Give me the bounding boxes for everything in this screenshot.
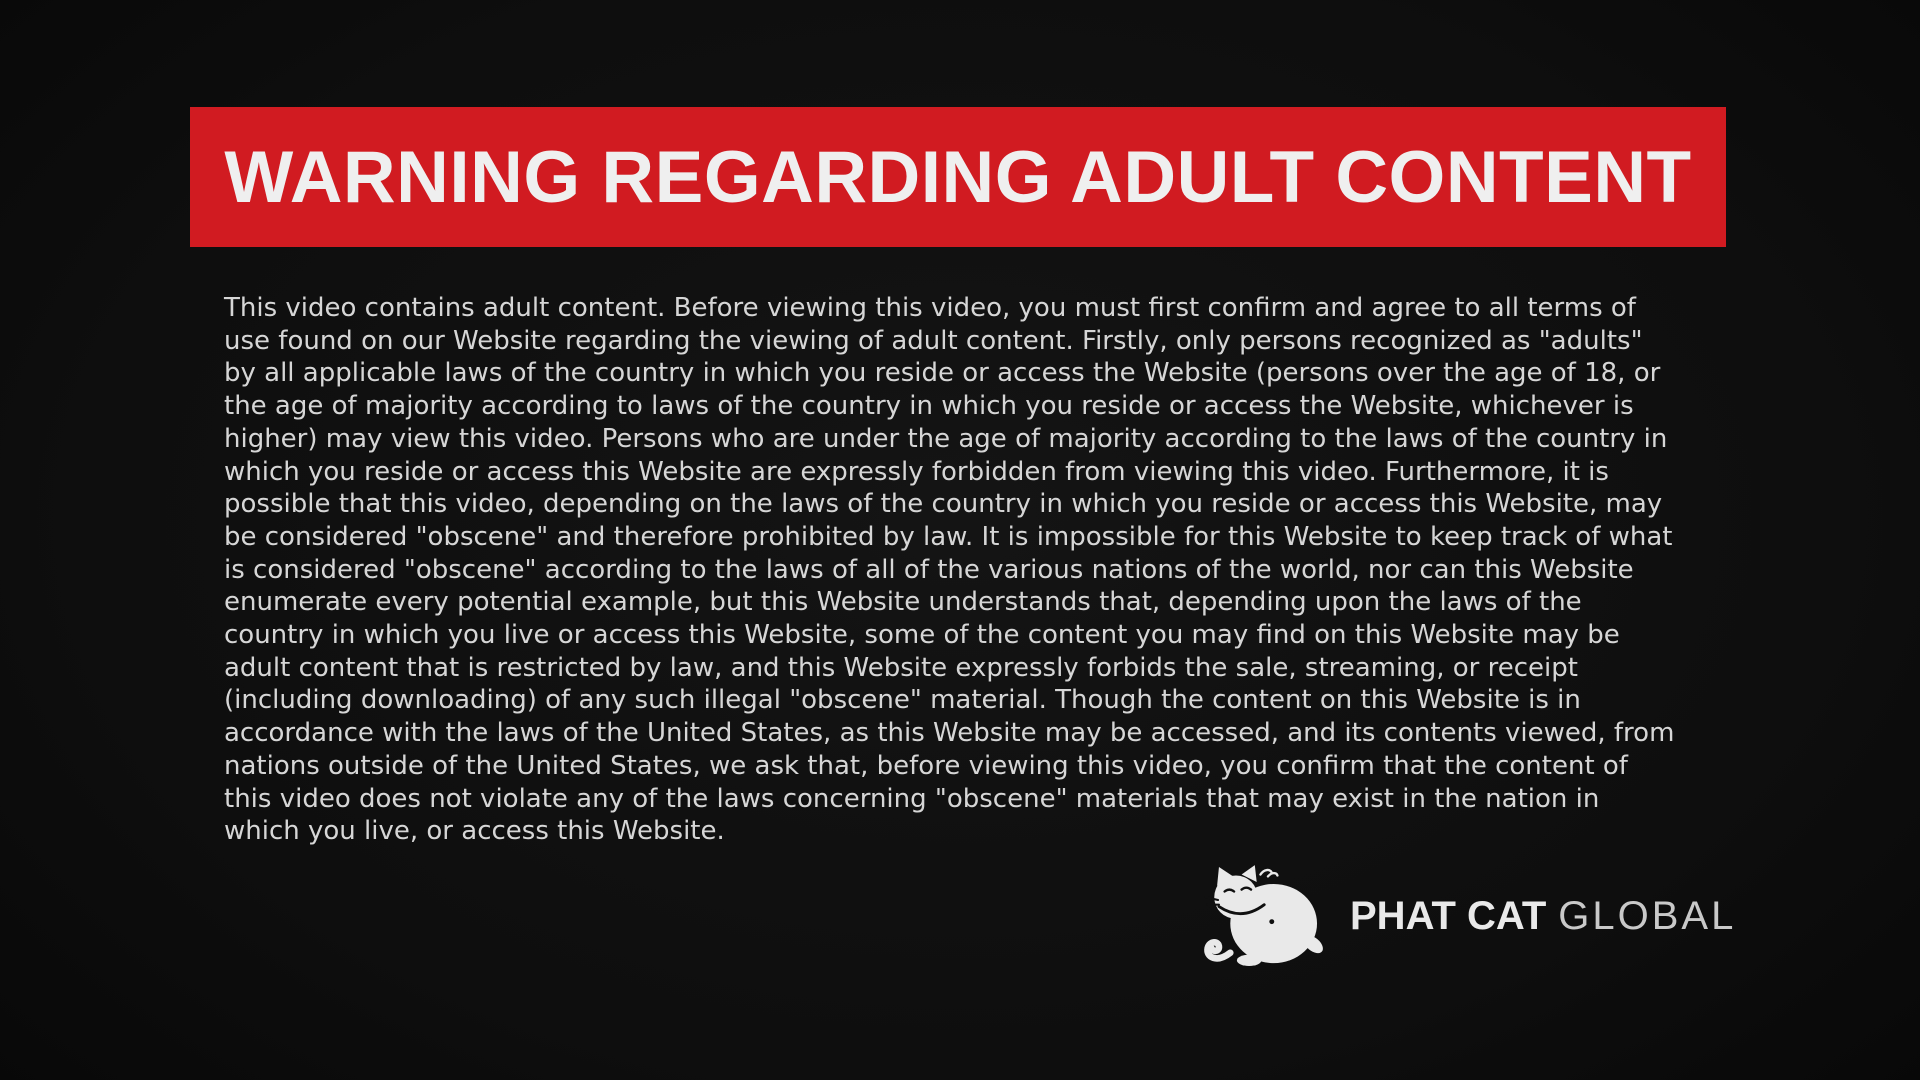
paragraph-line: by all applicable laws of the country in which you reside or access the Website (persons over the age of 18, or xyxy=(224,358,1661,389)
paragraph-line: this video does not violate any of the laws concerning "obscene" materials that may exist in the nation in xyxy=(224,783,1600,814)
paragraph-line: This video contains adult content. Before viewing this video, you must first confirm and agree to all terms of xyxy=(224,293,1636,323)
logo-wordmark xyxy=(1350,894,1736,939)
paragraph-line: (including downloading) of any such illegal "obscene" material. Though the content on this Website is in xyxy=(224,685,1581,716)
warning-title: WARNING REGARDING ADULT CONTENT xyxy=(224,136,1692,218)
paragraph-line: country in which you live or access this Website, some of the content you may find on this Website may be xyxy=(224,620,1620,651)
phat-cat-global-logo xyxy=(1202,862,1736,970)
paragraph-line: is considered "obscene" according to the laws of all of the various nations of the world, nor can this Website xyxy=(224,554,1634,585)
paragraph-line: use found on our Website regarding the viewing of adult content. Firstly, only persons recognized as "adults" xyxy=(224,325,1643,356)
disclaimer-paragraph xyxy=(224,292,1704,848)
paragraph-line: adult content that is restricted by law, and this Website expressly forbids the sale, streaming, or receipt xyxy=(224,652,1578,683)
paragraph-line: possible that this video, depending on the laws of the country in which you reside or access this Website, may xyxy=(224,489,1663,520)
paragraph-line: enumerate every potential example, but this Website understands that, depending upon the laws of the xyxy=(224,587,1582,618)
warning-banner xyxy=(190,107,1726,247)
paragraph-line: the age of majority according to laws of the country in which you reside or access the Website, whichever is xyxy=(224,391,1634,422)
fat-cat-icon xyxy=(1202,863,1334,969)
paragraph-line: higher) may view this video. Persons who are under the age of majority according to the laws of the country in xyxy=(224,423,1668,454)
paragraph-line: nations outside of the United States, we ask that, before viewing this video, you confirm that the content of xyxy=(224,750,1628,781)
paragraph-line: which you live, or access this Website. xyxy=(224,816,725,847)
paragraph-line: which you reside or access this Website are expressly forbidden from viewing this video. Furthermore, it is xyxy=(224,456,1609,487)
logo-text-global: GLOBAL xyxy=(1558,893,1737,938)
paragraph-line: be considered "obscene" and therefore prohibited by law. It is impossible for this Website to keep track of what xyxy=(224,521,1673,552)
logo-text-phat-cat: PHAT CAT xyxy=(1350,893,1547,938)
paragraph-line: accordance with the laws of the United States, as this Website may be accessed, and its contents viewed, from xyxy=(224,718,1675,749)
